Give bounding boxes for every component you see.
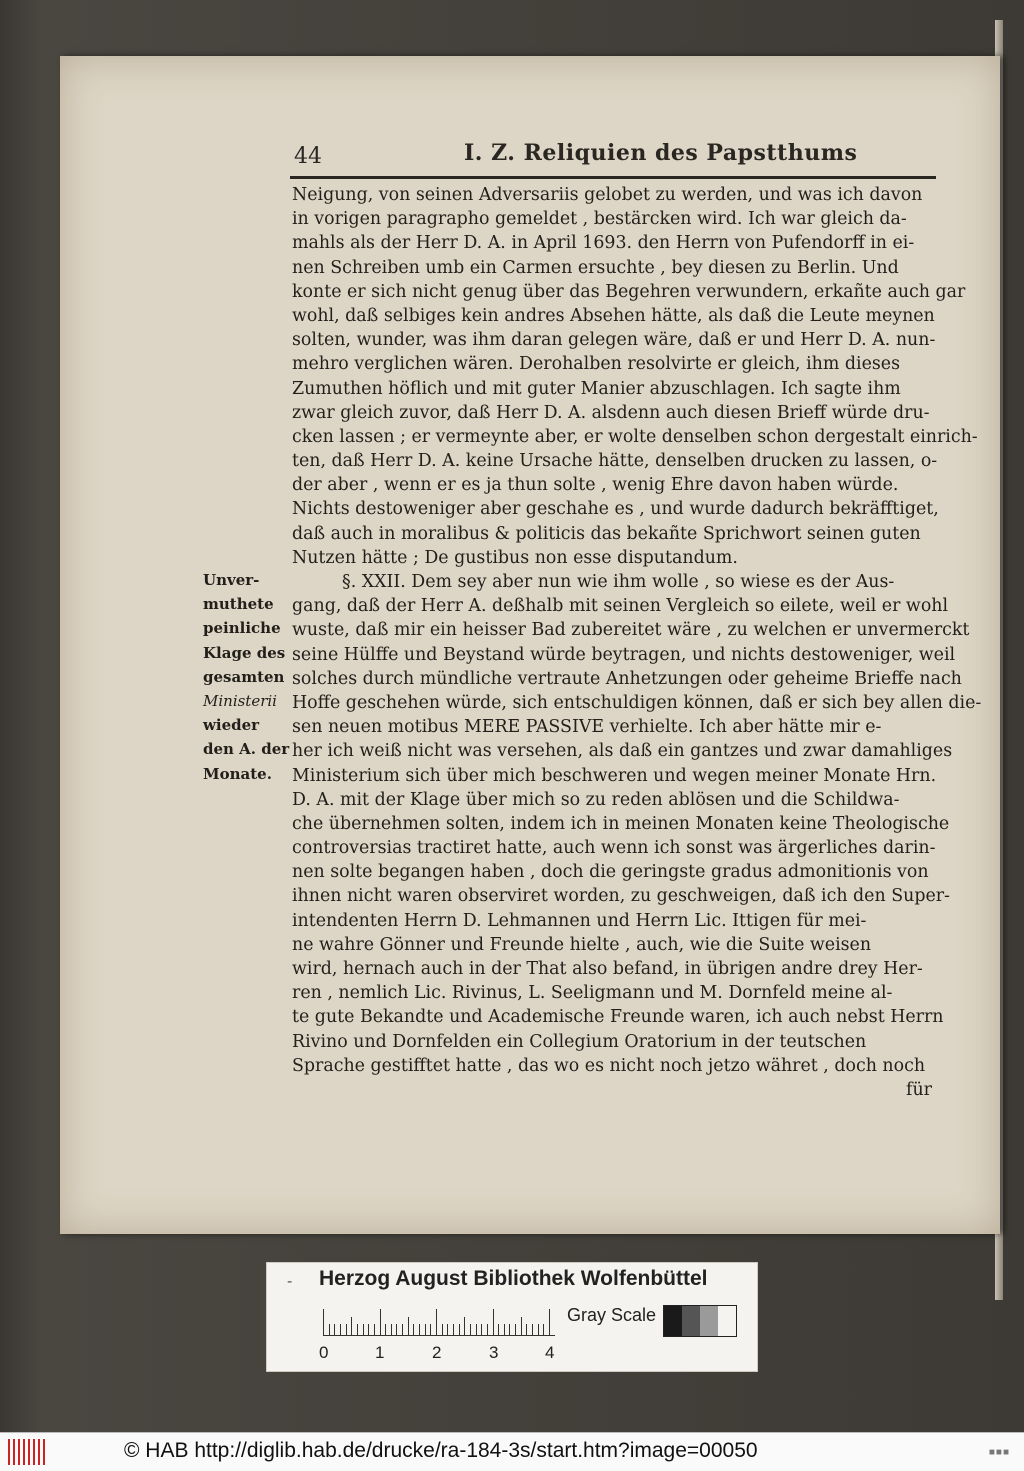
ruler-tick — [493, 1309, 494, 1335]
text-line: solten, wunder, was ihm daran gelegen wäre, daß er und Herr D. A. nun- — [292, 330, 936, 351]
ruler-tick — [476, 1324, 477, 1335]
text-line: mehro verglichen wären. Derohalben resolvirte er gleich, ihm dieses — [292, 354, 901, 375]
ruler-tick — [504, 1324, 505, 1335]
text-line: §. XXII. Dem sey aber nun wie ihm wolle , so wiese es der Aus- — [342, 572, 895, 592]
ruler-tick — [340, 1324, 341, 1335]
ruler-tick — [368, 1324, 369, 1335]
barcode-icon — [8, 1439, 48, 1465]
text-line: gang, daß der Herr A. deßhalb mit seinen Vergleich so eilete, weil er wohl — [292, 596, 949, 617]
gray-swatch — [664, 1306, 682, 1336]
running-title: I. Z. Reliquien des Papstthums — [464, 140, 858, 166]
ruler-tick — [363, 1324, 364, 1335]
grayscale-swatches — [663, 1305, 737, 1337]
color-reference-card — [266, 1262, 758, 1372]
catchword: für — [906, 1079, 932, 1100]
text-line: solches durch mündliche vertraute Anhetzungen oder geheime Brieffe nach — [292, 668, 962, 689]
text-line: in vorigen paragrapho gemeldet , bestärcken wird. Ich war gleich da- — [292, 209, 907, 230]
text-line: wohl, daß selbiges kein andres Absehen hätte, als daß die Leute meynen — [292, 305, 935, 326]
header-rule — [290, 176, 936, 179]
ruler-tick — [396, 1324, 397, 1335]
ruler-label-4: 4 — [545, 1343, 555, 1362]
ruler-tick — [526, 1324, 527, 1335]
ruler-tick — [453, 1324, 454, 1335]
text-line: konte er sich nicht genug über das Begehren verwundern, erkañte auch gar — [292, 281, 966, 302]
ruler-tick — [549, 1309, 550, 1335]
text-line: controversias tractiret hatte, auch wenn ich sonst was ärgerliches darin- — [292, 838, 936, 859]
text-line: Rivino und Dornfelden ein Collegium Oratorium in der teutschen — [292, 1031, 867, 1052]
text-line: daß auch in moralibus & politicis das bekañte Sprichwort seinen guten — [292, 523, 921, 544]
ruler-tick — [323, 1309, 324, 1335]
grayscale-label: Gray Scale — [567, 1305, 657, 1325]
measurement-ruler — [323, 1309, 555, 1335]
ruler-tick — [487, 1324, 488, 1335]
ruler-label-3: 3 — [489, 1343, 499, 1362]
ruler-tick — [470, 1324, 471, 1335]
text-line: her ich weiß nicht was versehen, als daß ein gantzes und zwar damahliges — [292, 741, 953, 762]
text-line: Nutzen hätte ; De gustibus non esse disputandum. — [292, 547, 738, 568]
margin-note-line: Klage des — [203, 643, 286, 662]
page-number: 44 — [294, 144, 322, 169]
ruler-tick — [447, 1324, 448, 1335]
margin-note-line: wieder — [203, 716, 260, 735]
ruler-tick — [532, 1324, 533, 1335]
margin-note-line: peinliche — [203, 619, 281, 638]
text-line: Hoffe geschehen würde, sich entschuldigen können, daß er sich bey allen die- — [292, 692, 982, 713]
text-line: D. A. mit der Klage über mich so zu reden ablösen und die Schildwa- — [292, 789, 900, 810]
text-line: wuste, daß mir ein heisser Bad zubereitet wäre , zu welchen er unvermerckt — [292, 620, 970, 641]
ruler-tick — [442, 1324, 443, 1335]
running-head — [294, 140, 944, 174]
ruler-tick — [334, 1324, 335, 1335]
text-line: sen neuen motibus MERE PASSIVE verhielte. Ich aber hätte mir e- — [292, 717, 882, 738]
text-line: Nichts destoweniger aber geschahe es , und wurde dadurch bekräfftiget, — [292, 499, 939, 520]
text-line: ne wahre Gönner und Freunde hielte , auch, wie die Suite weisen — [292, 934, 872, 955]
card-dash: - — [287, 1273, 293, 1290]
ruler-tick — [543, 1324, 544, 1335]
library-name: Herzog August Bibliothek Wolfenbüttel — [319, 1267, 708, 1290]
ruler-tick — [498, 1324, 499, 1335]
margin-note-line: Ministerii — [203, 691, 277, 710]
margin-note-line: Monate. — [203, 764, 272, 783]
ruler-label-0: 0 — [319, 1343, 329, 1362]
ruler-tick — [538, 1324, 539, 1335]
ruler-label-1: 1 — [375, 1343, 385, 1362]
text-line: nen solte begangen haben , doch die geringste gradus admonitionis von — [292, 862, 929, 883]
ruler-tick — [419, 1324, 420, 1335]
text-line: der aber , wenn er es ja thun solte , wenig Ehre davon haben würde. — [292, 475, 899, 496]
ruler-tick — [357, 1324, 358, 1335]
gray-swatch — [700, 1306, 718, 1336]
text-line: nen Schreiben umb ein Carmen ersuchte , bey diesen zu Berlin. Und — [292, 257, 899, 278]
ruler-tick — [351, 1317, 352, 1335]
margin-note-line: Unver- — [203, 571, 260, 589]
footer-dots: ■■■ — [988, 1447, 1010, 1458]
text-line: mahls als der Herr D. A. in April 1693. den Herrn von Pufendorff in ei- — [292, 233, 915, 254]
ruler-tick — [464, 1317, 465, 1335]
ruler-tick — [459, 1324, 460, 1335]
text-line: te gute Bekandte und Academische Freunde waren, ich auch nebst Herrn — [292, 1007, 944, 1028]
text-line: intendenten Herrn D. Lehmannen und Herrn Lic. Ittigen für mei- — [292, 910, 867, 931]
margin-note-line: gesamten — [203, 667, 285, 686]
text-line: Zumuthen höflich und mit guter Manier abzuschlagen. Ich sagte ihm — [292, 378, 901, 399]
ruler-baseline — [323, 1335, 555, 1336]
text-line: zwar gleich zuvor, daß Herr D. A. alsdenn auch diesen Brieff würde dru- — [292, 402, 930, 423]
ruler-tick — [385, 1324, 386, 1335]
ruler-tick — [402, 1324, 403, 1335]
text-line: ren , nemlich Lic. Rivinus, L. Seeligmann und M. Dornfeld meine al- — [292, 983, 893, 1004]
text-line: ihnen nicht waren observiret worden, zu geschweigen, daß ich den Super- — [292, 886, 950, 907]
ruler-tick — [329, 1324, 330, 1335]
text-line: ten, daß Herr D. A. keine Ursache hätte, denselben drucken zu lassen, o- — [292, 451, 938, 472]
ruler-tick — [380, 1309, 381, 1335]
text-line: Sprache gestifftet hatte , das wo es nicht noch jetzo währet , doch noch — [292, 1055, 926, 1076]
ruler-tick — [346, 1324, 347, 1335]
gray-swatch — [718, 1306, 736, 1336]
ruler-tick — [515, 1324, 516, 1335]
text-line: Neigung, von seinen Adversariis gelobet zu werden, und was ich davon — [292, 185, 923, 205]
ruler-tick — [374, 1324, 375, 1335]
ruler-tick — [481, 1324, 482, 1335]
text-line: Ministerium sich über mich beschweren und wegen meiner Monate Hrn. — [292, 765, 937, 786]
gray-swatch — [682, 1306, 700, 1336]
ruler-tick — [413, 1324, 414, 1335]
ruler-tick — [391, 1324, 392, 1335]
text-line: cken lassen ; er vermeynte aber, er wolte denselben schon dergestalt einrich- — [292, 426, 978, 447]
copyright-url[interactable]: © HAB http://diglib.hab.de/drucke/ra-184-3s/start.htm?image=00050 — [124, 1439, 758, 1462]
ruler-label-2: 2 — [432, 1343, 442, 1362]
ruler-tick — [509, 1324, 510, 1335]
ruler-tick — [408, 1317, 409, 1335]
text-line: che übernehmen solten, indem ich in meinen Monaten keine Theologische — [292, 813, 950, 834]
margin-note — [203, 568, 295, 786]
body-text — [292, 183, 982, 1102]
ruler-tick — [521, 1317, 522, 1335]
ruler-tick — [425, 1324, 426, 1335]
text-line: wird, hernach auch in der That also befand, in übrigen andre drey Her- — [292, 959, 923, 979]
margin-note-line: muthete — [203, 595, 274, 614]
footer-bar — [0, 1432, 1024, 1471]
ruler-tick — [430, 1324, 431, 1335]
text-line: seine Hülffe und Beystand würde beytragen, und nichts destoweniger, weil — [292, 644, 956, 665]
ruler-tick — [436, 1309, 437, 1335]
margin-note-line: den A. der — [203, 740, 290, 759]
